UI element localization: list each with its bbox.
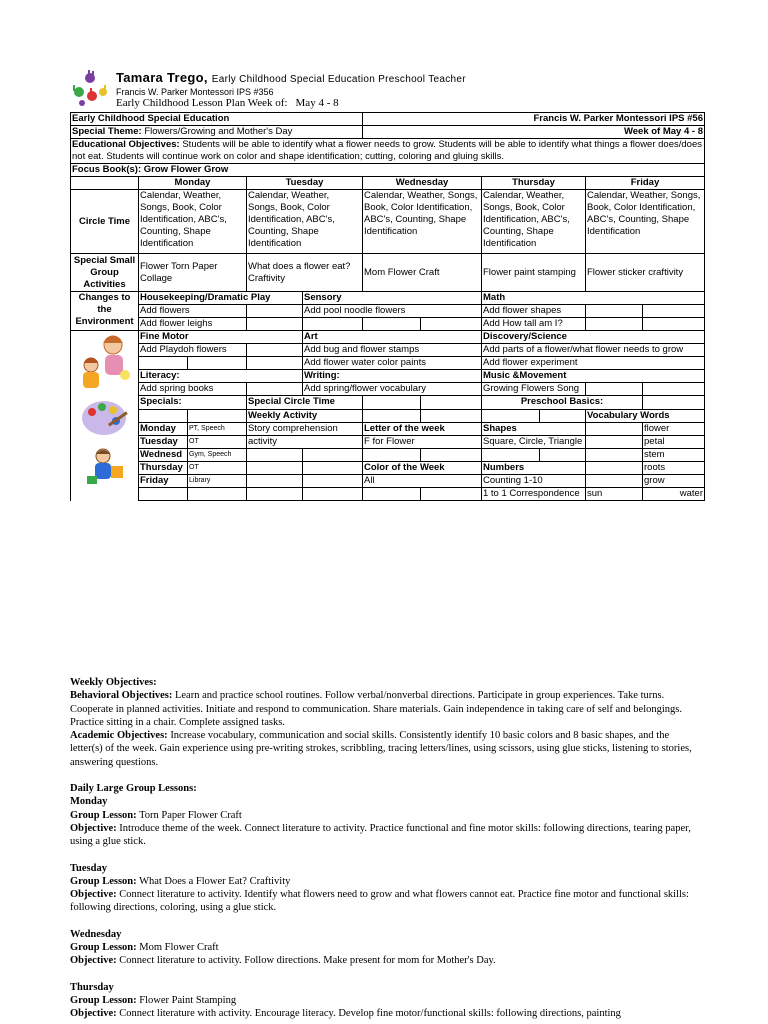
weekly-objectives-title: Weekly Objectives:: [70, 677, 157, 688]
blank-cell: [188, 410, 247, 423]
blank-cell: [247, 305, 303, 318]
teacher-name-line: [116, 70, 466, 85]
circle-time-row: [71, 190, 705, 254]
math-item: Add How tall am I?: [482, 318, 586, 331]
lesson-plan-table: [70, 112, 705, 501]
special-theme-cell: [71, 126, 363, 139]
vocab-word: sun: [586, 488, 643, 501]
special-day: Friday: [139, 475, 188, 488]
sensory-item: Add pool noodle flowers: [303, 305, 482, 318]
blank-cell: [363, 410, 421, 423]
objective-label: Objective:: [70, 955, 117, 967]
table-row: [71, 370, 705, 383]
numbers-item: Counting 1-10: [482, 475, 586, 488]
specials-label: Specials:: [139, 396, 247, 410]
lesson-day: Tuesday: [70, 862, 107, 874]
sensory-label: Sensory: [303, 292, 482, 305]
literacy-item: Add spring books: [139, 383, 247, 396]
numbers-label: Numbers: [482, 462, 586, 475]
objective-value: Introduce theme of the week. Connect literature to activity. Practice functional and fine motor skills: following directions, tearing paper, using a glue stick.: [70, 822, 691, 848]
table-row: [71, 164, 705, 177]
table-row: [71, 423, 705, 436]
table-row: [71, 396, 705, 410]
art-label: Art: [303, 331, 482, 344]
lesson-day: Wednesday: [70, 928, 122, 940]
special-day: Thursday: [139, 462, 188, 475]
blank-cell: [540, 449, 586, 462]
housekeeping-item: Add flower leighs: [139, 318, 247, 331]
small-group-row: [71, 254, 705, 292]
blank-cell: [643, 383, 705, 396]
shapes-label: Shapes: [482, 423, 586, 436]
blank-cell: [586, 318, 643, 331]
special-note: Gym, Speech: [188, 449, 247, 462]
table-row: [71, 449, 705, 462]
table-row: [71, 475, 705, 488]
table-row: [71, 344, 705, 357]
preschool-basics-label: Preschool Basics:: [482, 396, 643, 410]
fine-motor-item: Add Playdoh flowers: [139, 344, 247, 357]
table-row: [71, 113, 705, 126]
blank-cell: [139, 357, 188, 370]
focus-book-cell: [71, 164, 705, 177]
blank-cell: [363, 318, 421, 331]
vocab-word: water: [643, 488, 705, 501]
table-row: [71, 139, 705, 164]
discovery-item: Add flower experiment: [482, 357, 705, 370]
table-row: [71, 488, 705, 501]
vocab-word: flower: [643, 423, 705, 436]
objective-value: Connect literature with activity. Encourage literacy. Develop fine motor/functional skills: following directions, painting: [119, 1008, 621, 1020]
special-day: Wednesd: [139, 449, 188, 462]
small-group-friday: Flower sticker craftivity: [586, 254, 705, 292]
children-picture-icon: [75, 331, 135, 393]
small-group-thursday: Flower paint stamping: [482, 254, 586, 292]
weekly-activity-label: Weekly Activity: [247, 410, 363, 423]
theme-label: Special Theme:: [72, 126, 142, 137]
blank-cell: [586, 383, 643, 396]
letter-value: F for Flower: [363, 436, 482, 449]
day-friday: Friday: [586, 177, 705, 190]
blank-cell: [71, 177, 139, 190]
lesson-week-line: [116, 97, 339, 109]
blank-cell: [247, 383, 303, 396]
behavioral-text: Learn and practice school routines. Follow verbal/nonverbal directions. Participate in group experiences. Take turns. Cooperate in planned activities. Initiate and respond to communication. Share materials. Gain independence in taking care of self and belongings. Practice sitting in a chair. Complete assigned tasks.: [70, 690, 683, 728]
table-row: [71, 357, 705, 370]
blank-cell: [643, 318, 705, 331]
blank-cell: [586, 436, 643, 449]
group-lesson-value: Flower Paint Stamping: [139, 994, 237, 1006]
vocab-word: petal: [643, 436, 705, 449]
table-row: [71, 410, 705, 423]
blank-cell: [586, 449, 643, 462]
blank-cell: [303, 475, 363, 488]
blank-cell: [303, 462, 363, 475]
blank-cell: [303, 488, 363, 501]
group-lesson-label: Group Lesson:: [70, 942, 137, 954]
blank-cell: [247, 462, 303, 475]
school-name: Francis W. Parker Montessori IPS #356: [116, 87, 274, 97]
special-note: Library: [188, 475, 247, 488]
blank-cell: [247, 318, 303, 331]
kids-picture-cell: [71, 331, 139, 396]
group-lesson-label: Group Lesson:: [70, 809, 137, 821]
vocab-word: roots: [643, 462, 705, 475]
table-row: [71, 331, 705, 344]
special-note: OT: [188, 462, 247, 475]
special-note: PT, Speech: [188, 423, 247, 436]
vocab-label: Vocabulary Words: [586, 410, 705, 423]
blank-cell: [247, 449, 303, 462]
blank-cell: [139, 410, 188, 423]
day-wednesday: Wednesday: [363, 177, 482, 190]
objective-value: Connect literature to activity. Follow directions. Make present for mom for Mother's Day.: [119, 955, 496, 967]
weekly-activity-item: Story comprehension: [247, 423, 363, 436]
blank-cell: [540, 410, 586, 423]
blank-cell: [643, 396, 705, 410]
table-row: [71, 383, 705, 396]
edu-value: Students will be able to identify what a flower needs to grow. Students will be able to identify what things a flower does/does not eat. Students will continue work on color and shape identification; cutting, coloring and gluing skills.: [72, 139, 702, 162]
writing-item: Add spring/flower vocabulary: [303, 383, 482, 396]
shapes-value: Square, Circle, Triangle: [482, 436, 586, 449]
fine-motor-label: Fine Motor: [139, 331, 303, 344]
discovery-label: Discovery/Science: [482, 331, 705, 344]
small-group-label: Special Small Group Activities: [71, 254, 139, 292]
discovery-item: Add parts of a flower/what flower needs to grow: [482, 344, 705, 357]
focus-label: Focus Book(s):: [72, 164, 142, 175]
blank-cell: [303, 449, 363, 462]
school-right: Francis W. Parker Montessori IPS #56: [363, 113, 705, 126]
blank-cell: [247, 488, 303, 501]
special-circle-label: Special Circle Time: [247, 396, 363, 410]
group-lesson-value: Mom Flower Craft: [139, 942, 219, 954]
blank-cell: [247, 357, 303, 370]
week-of: Week of May 4 - 8: [363, 126, 705, 139]
lesson-day: Monday: [70, 796, 108, 808]
blank-cell: [482, 410, 540, 423]
program-name: Early Childhood Special Education: [71, 113, 363, 126]
group-lesson-label: Group Lesson:: [70, 875, 137, 887]
objective-label: Objective:: [70, 822, 117, 834]
small-group-wednesday: Mom Flower Craft: [363, 254, 482, 292]
art-item: Add bug and flower stamps: [303, 344, 482, 357]
behavioral-label: Behavioral Objectives:: [70, 690, 173, 702]
circle-friday: Calendar, Weather, Songs, Book, Color Identification, ABC's, Counting, Shape Identification: [586, 190, 705, 254]
numbers-item: 1 to 1 Correspondence: [482, 488, 586, 501]
table-row: [71, 292, 705, 305]
circle-time-label: Circle Time: [71, 190, 139, 254]
vocab-word: grow: [643, 475, 705, 488]
special-day: Tuesday: [139, 436, 188, 449]
lesson-day: Thursday: [70, 981, 114, 993]
table-row: [71, 462, 705, 475]
blank-cell: [188, 357, 247, 370]
blank-cell: [586, 423, 643, 436]
table-row: [71, 305, 705, 318]
letter-label: Letter of the week: [363, 423, 482, 436]
group-lesson-label: Group Lesson:: [70, 994, 137, 1006]
edu-label: Educational Objectives:: [72, 139, 180, 150]
objectives-text: [70, 676, 700, 1021]
objective-value: Connect literature to activity. Identify what flowers need to grow and what flowers cannot eat. Practice fine motor and functional skills: following directions, coloring, using a glue stick.: [70, 889, 689, 914]
art-picture-cell: [71, 396, 139, 501]
table-row: [71, 436, 705, 449]
small-group-tuesday: What does a flower eat? Craftivity: [247, 254, 363, 292]
housekeeping-label: Housekeeping/Dramatic Play: [139, 292, 303, 305]
table-row: [71, 318, 705, 331]
blank-cell: [363, 488, 421, 501]
objective-label: Objective:: [70, 1008, 117, 1020]
day-monday: Monday: [139, 177, 247, 190]
writing-label: Writing:: [303, 370, 482, 383]
table-row: [71, 126, 705, 139]
daily-lessons-title: Daily Large Group Lessons:: [70, 783, 197, 795]
blank-cell: [421, 410, 482, 423]
educational-objectives-cell: [71, 139, 705, 164]
page-header: [70, 68, 710, 112]
blank-cell: [247, 475, 303, 488]
objective-label: Objective:: [70, 889, 117, 901]
circle-wednesday: Calendar, Weather, Songs, Book, Color Identification, ABC's, Counting, Shape Identification: [363, 190, 482, 254]
blank-cell: [586, 462, 643, 475]
art-item: Add flower water color paints: [303, 357, 482, 370]
handprint-logo-icon: [70, 70, 110, 108]
teacher-role: Early Childhood Special Education Preschool Teacher: [211, 74, 466, 85]
child-painting-icon: [83, 446, 127, 486]
math-label: Math: [482, 292, 705, 305]
academic-text: Increase vocabulary, communication and social skills. Consistently identify 10 basic colors and 8 basic shapes, and the letter(s) of the week. Gain experience using pre-writing strokes, scribbling, tracing letters/lines, using scissors, using glue sticks, listening to stories, answering questions.: [70, 730, 692, 768]
color-value: All: [363, 475, 482, 488]
teacher-name: Tamara Trego,: [116, 70, 208, 85]
week-label: Early Childhood Lesson Plan Week of:: [116, 97, 288, 109]
day-header-row: [71, 177, 705, 190]
day-thursday: Thursday: [482, 177, 586, 190]
special-note: OT: [188, 436, 247, 449]
weekly-activity-item: activity: [247, 436, 363, 449]
blank-cell: [643, 305, 705, 318]
blank-cell: [421, 488, 482, 501]
blank-cell: [586, 475, 643, 488]
blank-cell: [482, 449, 540, 462]
circle-thursday: Calendar, Weather, Songs, Book, Color Identification, ABC's, Counting, Shape Identification: [482, 190, 586, 254]
music-item: Growing Flowers Song: [482, 383, 586, 396]
blank-cell: [303, 318, 363, 331]
blank-cell: [247, 344, 303, 357]
focus-value: Grow Flower Grow: [143, 164, 229, 175]
literacy-label: Literacy:: [139, 370, 303, 383]
circle-tuesday: Calendar, Weather, Songs, Book, Color Identification, ABC's, Counting, Shape Identification: [247, 190, 363, 254]
small-group-monday: Flower Torn Paper Collage: [139, 254, 247, 292]
vocab-word: stem: [643, 449, 705, 462]
special-day: Monday: [139, 423, 188, 436]
math-item: Add flower shapes: [482, 305, 586, 318]
music-label: Music &Movement: [482, 370, 705, 383]
theme-value: Flowers/Growing and Mother's Day: [144, 126, 293, 137]
group-lesson-value: What Does a Flower Eat? Craftivity: [139, 875, 291, 887]
academic-label: Academic Objectives:: [70, 730, 168, 742]
week-value: May 4 - 8: [295, 97, 339, 109]
changes-label: Changes to the Environment: [71, 292, 139, 331]
group-lesson-value: Torn Paper Flower Craft: [139, 809, 242, 821]
color-label: Color of the Week: [363, 462, 482, 475]
day-tuesday: Tuesday: [247, 177, 363, 190]
blank-cell: [421, 449, 482, 462]
blank-cell: [421, 318, 482, 331]
blank-cell: [421, 396, 482, 410]
blank-cell: [363, 449, 421, 462]
paint-palette-icon: [78, 396, 132, 440]
blank-cell: [586, 305, 643, 318]
blank-cell: [139, 488, 188, 501]
blank-cell: [188, 488, 247, 501]
housekeeping-item: Add flowers: [139, 305, 247, 318]
blank-cell: [363, 396, 421, 410]
circle-monday: Calendar, Weather, Songs, Book, Color Identification, ABC's, Counting, Shape Identification: [139, 190, 247, 254]
